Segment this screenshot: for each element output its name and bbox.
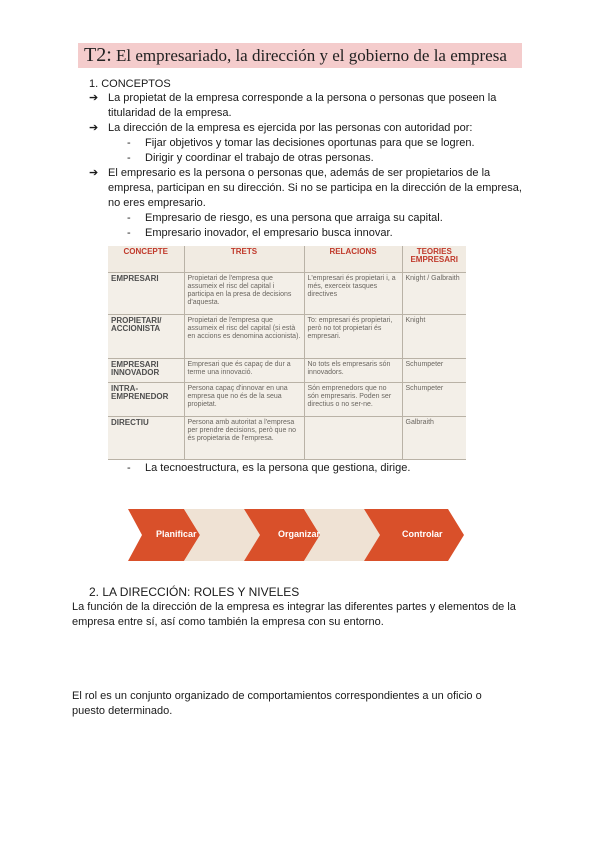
table-cell: L'empresari és propietari i, a més, exerceix tasques directives <box>304 272 402 314</box>
bullet-3-line-2: empresa, participan en su dirección. Si no se participa en la dirección de la empresa, <box>108 182 522 194</box>
table-cell: Knight / Galbraith <box>402 272 466 314</box>
page-title <box>84 44 507 67</box>
table-header: TEORIES EMPRESARI <box>402 246 466 272</box>
table-cell: Schumpeter <box>402 382 466 416</box>
bullet-2-sub-1: Fijar objetivos y tomar las decisiones oportunas para que se logren. <box>145 137 475 149</box>
arrow-bullet-icon: ➔ <box>89 167 99 179</box>
bullet-2-sub-2: Dirigir y coordinar el trabajo de otras personas. <box>145 152 374 164</box>
table-cell: Empresari que és capaç de dur a terme una innovació. <box>184 358 304 382</box>
table-cell: EMPRESARI <box>108 272 184 314</box>
arrow-bullet-icon: ➔ <box>89 92 99 104</box>
table-cell: EMPRESARI INNOVADOR <box>108 358 184 382</box>
section1-heading: 1. CONCEPTOS <box>89 78 171 90</box>
table-row <box>108 272 466 314</box>
title-text: El empresariado, la dirección y el gobierno de la empresa <box>116 46 507 65</box>
table-cell: Persona capaç d'innovar en una empresa que no és de la seua propietat. <box>184 382 304 416</box>
section2-p2-line-2: puesto determinado. <box>72 705 173 717</box>
table-cell: No tots els empresaris són innovadors. <box>304 358 402 382</box>
bullet-3-line-1: El empresario es la persona o personas que, además de ser propietarios de la <box>108 167 491 179</box>
table-cell: Són emprenedors que no són empresaris. Poden ser directius o no ser-ne. <box>304 382 402 416</box>
bullet-3-sub-1: Empresario de riesgo, es una persona que arraiga su capital. <box>145 212 443 224</box>
table-cell: DIRECTIU <box>108 416 184 460</box>
dash-icon: - <box>127 137 131 149</box>
table-cell: To: empresari és propietari, però no tot propietari és empresari. <box>304 314 402 358</box>
bullet-3-line-3: no eres empresario. <box>108 197 206 209</box>
table-cell <box>304 416 402 460</box>
dash-icon: - <box>127 227 131 239</box>
table-header-row <box>108 246 466 272</box>
table-cell: INTRA-EMPRENEDOR <box>108 382 184 416</box>
table-cell: PROPIETARI/ ACCIONISTA <box>108 314 184 358</box>
section2-p1-line-1: La función de la dirección de la empresa es integrar las diferentes partes y elementos de la <box>72 601 516 613</box>
table-cell: Propietari de l'empresa que assumeix el risc del capital (si està en accions es denomina accionista). <box>184 314 304 358</box>
dash-icon: - <box>127 152 131 164</box>
flow-step-planificar: Planificar <box>156 529 197 539</box>
title-bar <box>78 43 522 68</box>
table-cell: Knight <box>402 314 466 358</box>
concept-table <box>108 246 466 460</box>
table-row <box>108 382 466 416</box>
table-row <box>108 358 466 382</box>
table-cell: Galbraith <box>402 416 466 460</box>
dash-icon: - <box>127 462 131 474</box>
bullet-1-line-2: titularidad de la empresa. <box>108 107 232 119</box>
table-row <box>108 314 466 358</box>
flow-step-organizar: Organizar <box>278 529 321 539</box>
title-prefix: T2: <box>84 44 112 66</box>
dash-icon: - <box>127 212 131 224</box>
arrow-bullet-icon: ➔ <box>89 122 99 134</box>
table-header: TRETS <box>184 246 304 272</box>
bullet-2: La dirección de la empresa es ejercida por las personas con autoridad por: <box>108 122 473 134</box>
bullet-3-sub-2: Empresario inovador, el empresario busca innovar. <box>145 227 393 239</box>
table-header: RELACIONS <box>304 246 402 272</box>
flow-step-controlar: Controlar <box>402 529 443 539</box>
table-cell: Propietari de l'empresa que assumeix el risc del capital i participa en la presa de decisions d'aquesta. <box>184 272 304 314</box>
table-row <box>108 416 466 460</box>
bullet-1-line-1: La propietat de la empresa corresponde a la persona o personas que poseen la <box>108 92 497 104</box>
table-header: CONCEPTE <box>108 246 184 272</box>
tecnoestructura-text: La tecnoestructura, es la persona que gestiona, dirige. <box>145 462 411 474</box>
section2-p1-line-2: empresa entre sí, así como también la empresa con su entorno. <box>72 616 384 628</box>
table-cell: Schumpeter <box>402 358 466 382</box>
table-cell: Persona amb autoritat a l'empresa per prendre decisions, però que no és propietaria de l'empresa. <box>184 416 304 460</box>
section2-heading: 2. LA DIRECCIÓN: ROLES Y NIVELES <box>89 585 300 599</box>
section2-p2-line-1: El rol es un conjunto organizado de comportamientos correspondientes a un oficio o <box>72 690 482 702</box>
